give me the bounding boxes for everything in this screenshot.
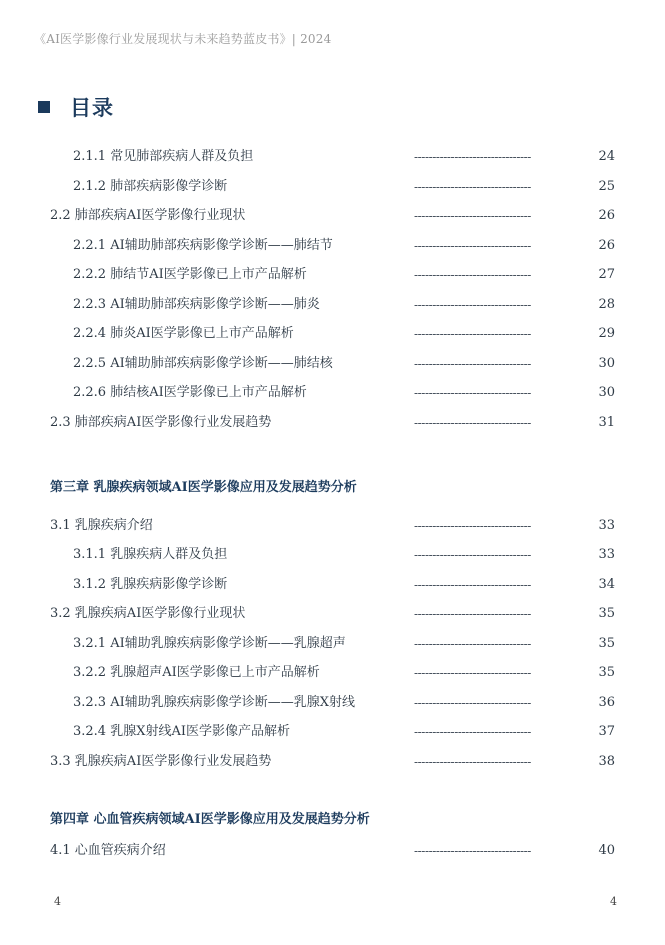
toc-entry-page: 31 — [598, 415, 615, 430]
toc-entry-label: 3.1.2 乳腺疾病影像学诊断 — [73, 577, 228, 592]
toc-entry-label: 2.2.6 肺结核AI医学影像已上市产品解析 — [73, 385, 307, 400]
toc-leader: -------------------------------- — [414, 666, 531, 680]
toc-leader: -------------------------------- — [414, 327, 531, 341]
toc-entry-page: 33 — [598, 518, 615, 533]
toc-entry-label: 2.2.1 AI辅助肺部疾病影像学诊断——肺结节 — [73, 238, 333, 253]
toc-leader: -------------------------------- — [414, 607, 531, 621]
toc-entry-label: 3.2.2 乳腺超声AI医学影像已上市产品解析 — [73, 665, 320, 680]
toc-entry[interactable] — [0, 177, 665, 197]
toc-leader: -------------------------------- — [414, 357, 531, 371]
heading-square-icon — [38, 101, 50, 113]
toc-entry-label: 3.2.3 AI辅助乳腺疾病影像学诊断——乳腺X射线 — [73, 695, 355, 710]
toc-leader: -------------------------------- — [414, 519, 531, 533]
toc-entry-page: 25 — [598, 179, 615, 194]
toc-entry-page: 33 — [598, 547, 615, 562]
toc-entry[interactable] — [0, 236, 665, 256]
toc-entry[interactable] — [0, 545, 665, 565]
document-header: 《AI医学影像行业发展现状与未来趋势蓝皮书》| 2024 — [34, 32, 332, 46]
toc-leader: -------------------------------- — [414, 637, 531, 651]
chapter-heading-4[interactable]: 第四章 心血管疾病领域AI医学影像应用及发展趋势分析 — [50, 812, 370, 827]
toc-entry[interactable] — [0, 516, 665, 536]
toc-entry-label: 2.2.5 AI辅助肺部疾病影像学诊断——肺结核 — [73, 356, 333, 371]
toc-entry-label: 2.2.2 肺结节AI医学影像已上市产品解析 — [73, 267, 307, 282]
toc-entry[interactable] — [0, 841, 665, 861]
toc-entry[interactable] — [0, 604, 665, 624]
toc-leader: -------------------------------- — [414, 239, 531, 253]
toc-leader: -------------------------------- — [414, 298, 531, 312]
toc-leader: -------------------------------- — [414, 209, 531, 223]
toc-entry-page: 36 — [598, 695, 615, 710]
toc-heading — [38, 92, 114, 122]
toc-entry-page: 26 — [598, 208, 615, 223]
toc-title: 目录 — [70, 95, 114, 120]
toc-entry[interactable] — [0, 413, 665, 433]
toc-entry-page: 35 — [598, 636, 615, 651]
toc-entry-page: 27 — [598, 267, 615, 282]
toc-entry-page: 28 — [598, 297, 615, 312]
toc-leader: -------------------------------- — [414, 578, 531, 592]
page-number-right: 4 — [610, 895, 617, 908]
toc-entry-label: 2.2.4 肺炎AI医学影像已上市产品解析 — [73, 326, 294, 341]
page-number-left: 4 — [54, 895, 61, 908]
toc-entry[interactable] — [0, 575, 665, 595]
toc-leader: -------------------------------- — [414, 180, 531, 194]
toc-entry[interactable] — [0, 663, 665, 683]
toc-entry[interactable] — [0, 693, 665, 713]
toc-entry-page: 30 — [598, 356, 615, 371]
toc-entry[interactable] — [0, 147, 665, 167]
toc-entry-label: 3.2.4 乳腺X射线AI医学影像产品解析 — [73, 724, 290, 739]
toc-entry[interactable] — [0, 722, 665, 742]
toc-entry[interactable] — [0, 383, 665, 403]
toc-entry-label: 2.1.1 常见肺部疾病人群及负担 — [73, 149, 254, 164]
toc-leader: -------------------------------- — [414, 416, 531, 430]
toc-entry-label: 3.1 乳腺疾病介绍 — [50, 518, 153, 533]
toc-entry-page: 29 — [598, 326, 615, 341]
toc-entry[interactable] — [0, 265, 665, 285]
toc-entry-page: 38 — [598, 754, 615, 769]
toc-leader: -------------------------------- — [414, 548, 531, 562]
toc-entry-label: 2.2 肺部疾病AI医学影像行业现状 — [50, 208, 246, 223]
toc-entry[interactable] — [0, 324, 665, 344]
toc-leader: -------------------------------- — [414, 755, 531, 769]
toc-entry-page: 24 — [598, 149, 615, 164]
toc-entry-page: 26 — [598, 238, 615, 253]
toc-entry-label: 2.1.2 肺部疾病影像学诊断 — [73, 179, 228, 194]
toc-leader: -------------------------------- — [414, 150, 531, 164]
toc-leader: -------------------------------- — [414, 844, 531, 858]
chapter-heading-3[interactable]: 第三章 乳腺疾病领域AI医学影像应用及发展趋势分析 — [50, 480, 357, 495]
toc-entry-page: 35 — [598, 665, 615, 680]
toc-leader: -------------------------------- — [414, 268, 531, 282]
toc-entry-page: 34 — [598, 577, 615, 592]
toc-entry-label: 4.1 心血管疾病介绍 — [50, 843, 166, 858]
toc-entry[interactable] — [0, 354, 665, 374]
toc-entry-label: 2.3 肺部疾病AI医学影像行业发展趋势 — [50, 415, 272, 430]
toc-entry-label: 3.2.1 AI辅助乳腺疾病影像学诊断——乳腺超声 — [73, 636, 346, 651]
toc-entry-page: 37 — [598, 724, 615, 739]
toc-entry[interactable] — [0, 295, 665, 315]
toc-leader: -------------------------------- — [414, 725, 531, 739]
toc-entry-page: 40 — [598, 843, 615, 858]
toc-entry[interactable] — [0, 206, 665, 226]
toc-leader: -------------------------------- — [414, 696, 531, 710]
toc-entry-page: 35 — [598, 606, 615, 621]
toc-entry-label: 3.3 乳腺疾病AI医学影像行业发展趋势 — [50, 754, 272, 769]
toc-entry[interactable] — [0, 752, 665, 772]
toc-entry-page: 30 — [598, 385, 615, 400]
toc-entry-label: 3.1.1 乳腺疾病人群及负担 — [73, 547, 228, 562]
toc-entry-label: 2.2.3 AI辅助肺部疾病影像学诊断——肺炎 — [73, 297, 320, 312]
toc-leader: -------------------------------- — [414, 386, 531, 400]
toc-entry[interactable] — [0, 634, 665, 654]
toc-entry-label: 3.2 乳腺疾病AI医学影像行业现状 — [50, 606, 246, 621]
